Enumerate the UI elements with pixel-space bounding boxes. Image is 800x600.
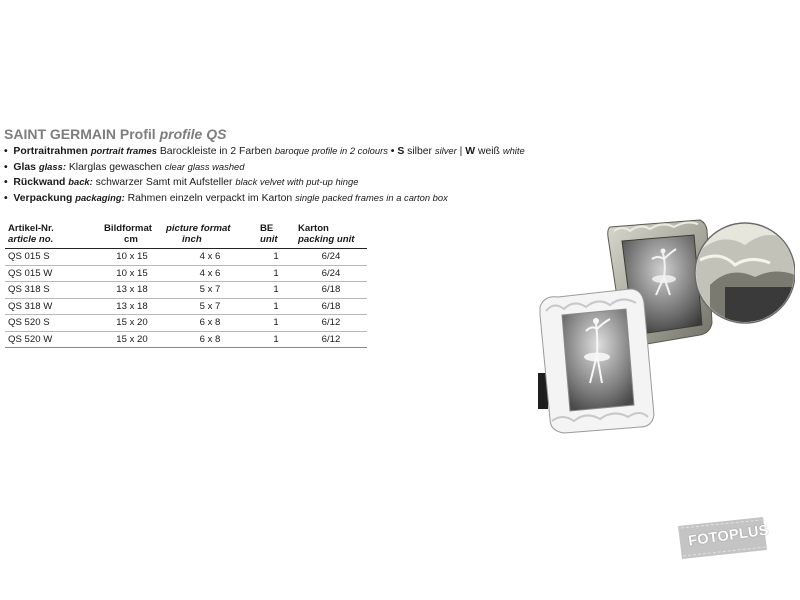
- feature-text-de: schwarzer Samt mit Aufsteller: [95, 177, 233, 188]
- table-cell: QS 015 W: [5, 265, 101, 282]
- table-cell: 1: [257, 249, 295, 266]
- header-picture-format-cm: Bildformat cm: [101, 223, 163, 249]
- color-code-white: W: [465, 146, 476, 157]
- table-cell: 1: [257, 265, 295, 282]
- header-packing-unit: Karton packing unit: [295, 223, 367, 249]
- feature-label-en: portrait frames: [90, 145, 157, 156]
- color-name-de: weiß: [477, 146, 500, 157]
- feature-text-de: Klarglas gewaschen: [68, 161, 162, 173]
- feature-label-de: Verpackung: [13, 192, 73, 204]
- table-row: [5, 331, 367, 348]
- title-sub: profile QS: [159, 126, 227, 142]
- feature-label-de: Portraitrahmen: [13, 146, 88, 157]
- feature-label-en: back:: [68, 176, 93, 187]
- feature-label-de: Rückwand: [13, 177, 66, 188]
- feature-text-en: single packed frames in a carton box: [295, 191, 448, 203]
- table-row: [5, 298, 367, 315]
- detail-circle: [695, 223, 795, 323]
- table-cell: 6 x 8: [163, 331, 257, 348]
- table-header-row: [5, 223, 367, 249]
- table-cell: 5 x 7: [163, 298, 257, 315]
- table-cell: 6/18: [295, 282, 367, 299]
- feature-item: [4, 191, 525, 207]
- feature-text-en: clear glass washed: [164, 160, 245, 172]
- feature-text-de: Rahmen einzeln verpackt im Karton: [127, 192, 293, 204]
- table-cell: 6 x 8: [163, 315, 257, 332]
- table-cell: 10 x 15: [101, 265, 163, 282]
- feature-item: [4, 175, 525, 191]
- table-row: [5, 249, 367, 266]
- color-name-de: silber: [407, 146, 432, 157]
- table-row: [5, 315, 367, 332]
- table-cell: 6/24: [295, 249, 367, 266]
- product-photo: [530, 215, 795, 440]
- feature-label-de: Glas: [13, 161, 36, 173]
- table-cell: 1: [257, 331, 295, 348]
- watermark-text: FOTOPLUS: [687, 522, 770, 550]
- table-cell: 6/18: [295, 298, 367, 315]
- table-cell: 10 x 15: [101, 249, 163, 266]
- title-main: SAINT GERMAIN Profil: [4, 126, 156, 142]
- feature-label-en: packaging:: [75, 191, 125, 203]
- feature-text-en: black velvet with put-up hinge: [235, 176, 359, 187]
- table-cell: 4 x 6: [163, 265, 257, 282]
- table-body: [5, 249, 367, 348]
- table-cell: 6/12: [295, 315, 367, 332]
- table-row: [5, 282, 367, 299]
- header-unit: BE unit: [257, 223, 295, 249]
- table-cell: 13 x 18: [101, 298, 163, 315]
- feature-item: • Portraitrahmen portrait frames Barockleiste in 2 Farben baroque profile in 2 colours • S silber silver | W weiß white: [4, 144, 525, 160]
- table-cell: 4 x 6: [163, 249, 257, 266]
- table-cell: 6/12: [295, 331, 367, 348]
- table-cell: 15 x 20: [101, 315, 163, 332]
- table-cell: QS 318 W: [5, 298, 101, 315]
- color-name-en: silver: [434, 145, 457, 156]
- table-cell: 1: [257, 298, 295, 315]
- article-table: [5, 223, 367, 348]
- table-cell: 15 x 20: [101, 331, 163, 348]
- feature-item: [4, 160, 525, 176]
- header-article-no: Artikel-Nr. article no.: [5, 223, 101, 249]
- product-title: [4, 126, 226, 142]
- table-row: [5, 265, 367, 282]
- table-cell: 6/24: [295, 265, 367, 282]
- table-cell: QS 318 S: [5, 282, 101, 299]
- white-frame: [538, 289, 654, 433]
- feature-text-de: Barockleiste in 2 Farben: [159, 146, 272, 157]
- table-cell: 13 x 18: [101, 282, 163, 299]
- table-cell: QS 520 S: [5, 315, 101, 332]
- feature-list: [4, 144, 525, 206]
- table-cell: QS 520 W: [5, 331, 101, 348]
- table-cell: 1: [257, 282, 295, 299]
- header-picture-format-inch: picture format inch: [163, 223, 257, 249]
- table-cell: 5 x 7: [163, 282, 257, 299]
- table-cell: QS 015 S: [5, 249, 101, 266]
- color-code-silver: S: [397, 146, 405, 157]
- color-name-en: white: [502, 145, 525, 156]
- feature-label-en: glass:: [38, 160, 66, 172]
- feature-text-en: baroque profile in 2 colours: [274, 145, 388, 156]
- table-cell: 1: [257, 315, 295, 332]
